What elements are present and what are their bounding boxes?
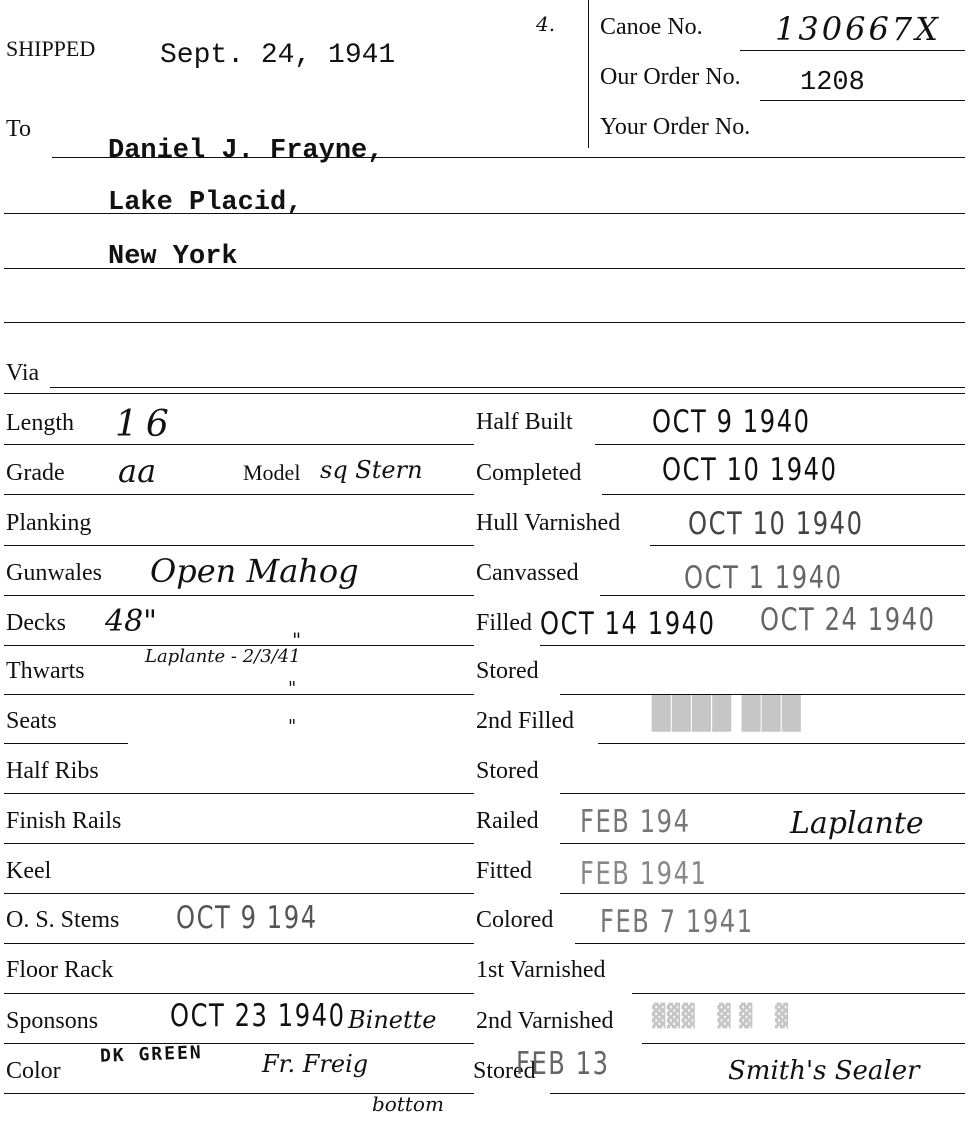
length-label: Length bbox=[6, 410, 74, 436]
right-rule-14 bbox=[550, 1093, 965, 1094]
left-rule-14 bbox=[4, 1093, 474, 1094]
your-order-label: Your Order No. bbox=[600, 114, 751, 140]
via-rule bbox=[50, 387, 965, 388]
thwarts-value: Laplante - 2/3/41 bbox=[145, 646, 301, 667]
second-filled-stamp: ████ ███ bbox=[652, 696, 803, 732]
color-value: DK GREEN bbox=[99, 1042, 204, 1067]
left-rule-6 bbox=[4, 694, 474, 695]
half-built-label: Half Built bbox=[476, 409, 573, 435]
hull-varnished-label: Hull Varnished bbox=[476, 510, 621, 536]
sponsons-label: Sponsons bbox=[6, 1008, 99, 1034]
address-rule-4 bbox=[4, 322, 965, 323]
address-line-2: Lake Placid, bbox=[108, 188, 303, 218]
address-rule-2 bbox=[4, 213, 965, 214]
left-rule-7 bbox=[4, 743, 128, 744]
decks-label: Decks bbox=[6, 610, 66, 636]
gunwales-value: Open Mahog bbox=[150, 552, 359, 590]
planking-label: Planking bbox=[6, 510, 92, 536]
address-line-3: New York bbox=[108, 242, 238, 272]
second-filled-label: 2nd Filled bbox=[476, 708, 575, 734]
seats-ditto: " bbox=[288, 716, 297, 737]
thwarts-ditto: " bbox=[288, 678, 297, 699]
colored-label: Colored bbox=[476, 907, 554, 933]
railed-label: Railed bbox=[476, 808, 539, 834]
stored-3-hand: Smith's Sealer bbox=[728, 1056, 920, 1086]
canvassed-stamp: OCT 1 1940 bbox=[684, 560, 843, 596]
decks-ditto: " bbox=[292, 628, 302, 652]
right-rule-3 bbox=[650, 545, 965, 546]
os-stems-stamp: OCT 9 194 bbox=[176, 900, 318, 936]
shipped-label: SHIPPED bbox=[6, 36, 96, 61]
railed-hand: Laplante bbox=[790, 806, 924, 841]
right-rule-11 bbox=[575, 943, 965, 944]
grade-label: Grade bbox=[6, 460, 65, 486]
half-built-stamp: OCT 9 1940 bbox=[652, 404, 811, 440]
left-rule-4 bbox=[4, 595, 474, 596]
left-rule-11 bbox=[4, 943, 474, 944]
grade-value: aa bbox=[118, 452, 157, 490]
via-rule-double bbox=[4, 393, 965, 394]
address-line-1: Daniel J. Frayne, bbox=[108, 136, 384, 166]
right-rule-1 bbox=[595, 444, 965, 445]
sponsons-hand: Binette bbox=[348, 1006, 437, 1034]
left-rule-10 bbox=[4, 893, 474, 894]
half-ribs-label: Half Ribs bbox=[6, 758, 99, 784]
right-rule-6 bbox=[560, 694, 965, 695]
color-label: Color bbox=[6, 1058, 61, 1084]
left-rule-12 bbox=[4, 993, 474, 994]
hull-varnished-stamp: OCT 10 1940 bbox=[688, 506, 864, 542]
left-rule-13 bbox=[4, 1043, 474, 1044]
right-rule-10 bbox=[560, 893, 965, 894]
filled-stamp-2: OCT 24 1940 bbox=[760, 602, 936, 638]
corner-mark: 4. bbox=[536, 12, 556, 36]
left-rule-3 bbox=[4, 545, 474, 546]
thwarts-label: Thwarts bbox=[6, 658, 85, 684]
right-rule-13 bbox=[642, 1043, 965, 1044]
fitted-stamp: FEB 1941 bbox=[580, 856, 708, 892]
color-hand: Fr. Freig bbox=[262, 1050, 369, 1078]
canoe-no-rule bbox=[740, 50, 965, 51]
completed-label: Completed bbox=[476, 460, 582, 486]
finish-rails-label: Finish Rails bbox=[6, 808, 122, 834]
sponsons-stamp: OCT 23 1940 bbox=[170, 998, 346, 1034]
color-hand-2: bottom bbox=[372, 1092, 444, 1116]
left-rule-9 bbox=[4, 843, 474, 844]
completed-stamp: OCT 10 1940 bbox=[662, 452, 838, 488]
stored-2-label: Stored bbox=[476, 758, 539, 784]
canvassed-label: Canvassed bbox=[476, 560, 579, 586]
second-varnished-stamp: ▓▓▓ ▓ ▓ ▓ bbox=[652, 1004, 790, 1029]
canoe-no-value: 130667X bbox=[775, 10, 941, 48]
right-rule-2 bbox=[602, 494, 965, 495]
keel-label: Keel bbox=[6, 858, 52, 884]
right-rule-12 bbox=[632, 993, 965, 994]
stored-3-label: Stored bbox=[473, 1058, 536, 1084]
our-order-label: Our Order No. bbox=[600, 64, 741, 90]
our-order-rule bbox=[760, 100, 965, 101]
address-rule-1 bbox=[52, 157, 965, 158]
filled-label: Filled bbox=[476, 610, 533, 636]
seats-label: Seats bbox=[6, 708, 57, 734]
left-rule-8 bbox=[4, 793, 474, 794]
shipped-date: Sept. 24, 1941 bbox=[160, 40, 396, 71]
os-stems-label: O. S. Stems bbox=[6, 907, 120, 933]
floor-rack-label: Floor Rack bbox=[6, 957, 114, 983]
stored-3-stamp: FEB 13 bbox=[516, 1046, 610, 1082]
length-value: 16 bbox=[115, 404, 177, 445]
header-divider bbox=[588, 0, 589, 148]
model-value: sq Stern bbox=[320, 456, 423, 484]
stored-1-label: Stored bbox=[476, 658, 539, 684]
right-rule-5 bbox=[540, 645, 965, 646]
left-rule-2 bbox=[4, 494, 474, 495]
left-rule-1 bbox=[4, 444, 474, 445]
address-rule-3 bbox=[4, 268, 965, 269]
decks-value: 48" bbox=[105, 604, 157, 639]
right-rule-9 bbox=[560, 843, 965, 844]
first-varnished-label: 1st Varnished bbox=[476, 957, 606, 983]
second-varnished-label: 2nd Varnished bbox=[476, 1008, 614, 1034]
right-rule-8 bbox=[560, 793, 965, 794]
right-rule-7 bbox=[598, 743, 965, 744]
right-rule-4 bbox=[600, 595, 965, 596]
railed-stamp: FEB 194 bbox=[580, 804, 691, 840]
fitted-label: Fitted bbox=[476, 858, 533, 884]
gunwales-label: Gunwales bbox=[6, 560, 102, 586]
colored-stamp: FEB 7 1941 bbox=[600, 904, 754, 940]
canoe-no-label: Canoe No. bbox=[600, 14, 703, 40]
our-order-value: 1208 bbox=[800, 68, 865, 98]
to-label: To bbox=[6, 116, 31, 142]
via-label: Via bbox=[6, 360, 40, 386]
filled-stamp: OCT 14 1940 bbox=[540, 606, 716, 642]
model-label: Model bbox=[243, 460, 301, 485]
